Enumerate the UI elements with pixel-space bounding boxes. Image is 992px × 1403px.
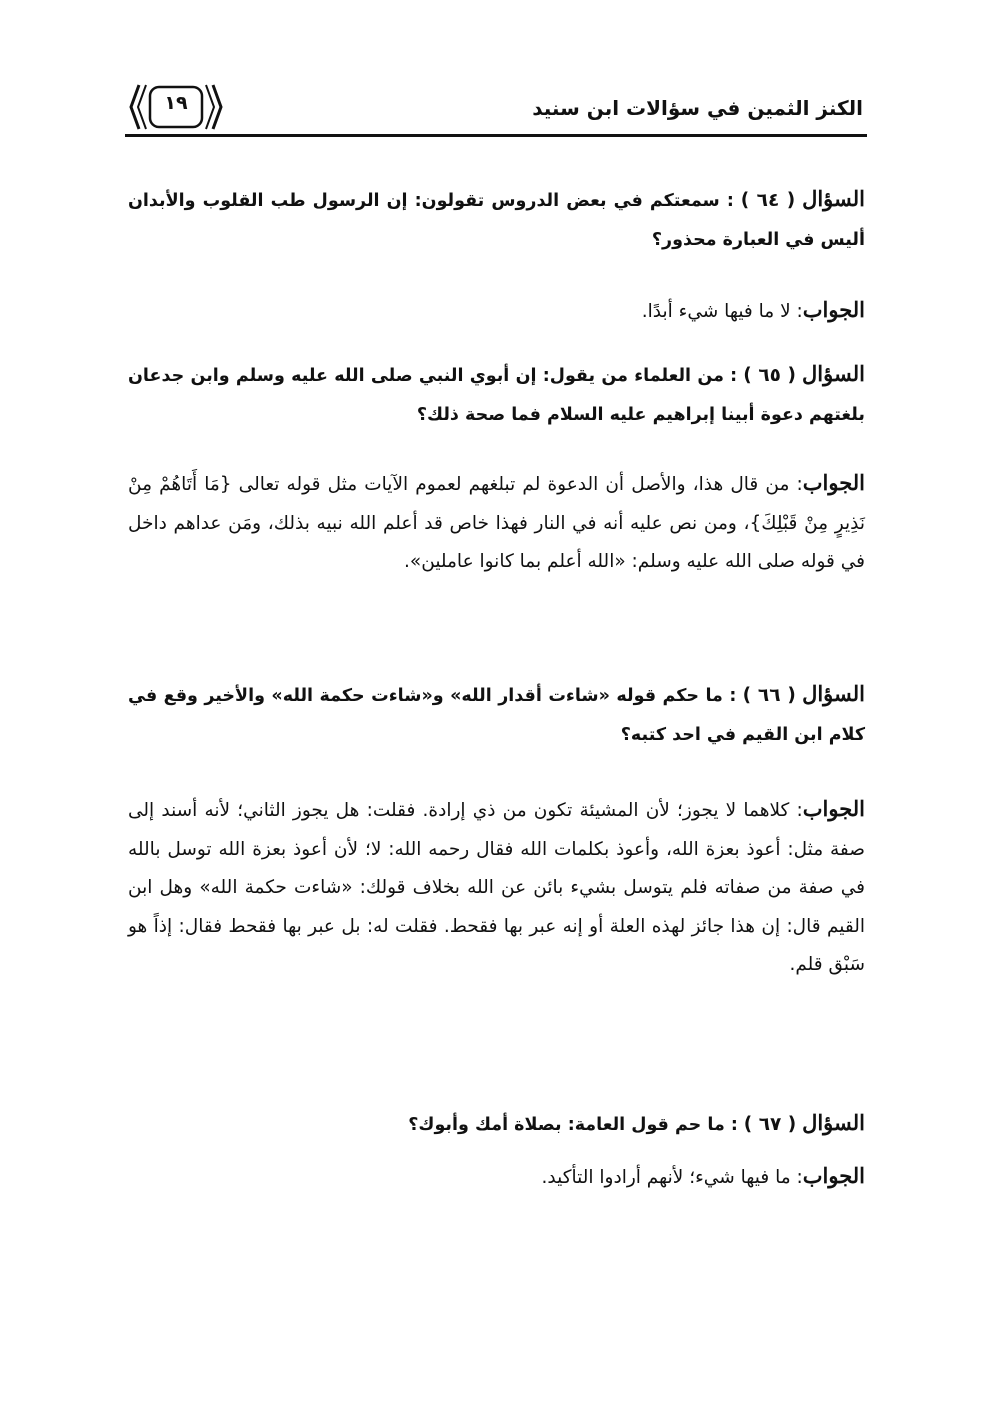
question-number: ( ٦٦ ) [742, 685, 796, 706]
answer-66 [128, 790, 865, 985]
question-text: : ما حكم قوله «شاءت أقدار الله» و«شاءت حكمة الله» والأخير وقع في كلام ابن القيم في احد كتبه؟ [128, 686, 865, 745]
answer-text: : لا ما فيها شيء أبدًا. [641, 301, 803, 322]
answer-label: الجواب [802, 1163, 865, 1188]
answer-text: : كلاهما لا يجوز؛ لأن المشيئة تكون من ذي إرادة. فقلت: هل يجوز الثاني؛ لأنه أسند إلى صفة مثل: أعوذ بعزة الله، وأعوذ بكلمات الله فقال رحمه الله: لا؛ لأن أعوذ بعزة الله توسل بالله في صفة من صفاته فلم يتوسل بشيء بائن عن الله بخلاف قولك: «شاءت حكمة الله» وهل ابن القيم قال: إن هذا جائز لهذه العلة أو إنه عبر بها فقحط. فقلت له: بل عبر بها فقحط فقال: إذاً هو سَبْق قلم. [128, 800, 865, 975]
book-title: الكنز الثمين في سؤالات ابن سنيد [532, 96, 863, 120]
page-number: ١٩ [164, 92, 188, 114]
question-label: السؤال [802, 186, 865, 211]
question-number: ( ٦٥ ) [743, 365, 796, 386]
question-66 [128, 675, 865, 754]
question-65 [128, 355, 865, 434]
question-text: : سمعتكم في بعض الدروس تقولون: إن الرسول طب القلوب والأبدان أليس في العبارة محذور؟ [128, 191, 865, 250]
question-label: السؤال [802, 681, 865, 706]
answer-65 [128, 464, 865, 582]
answer-67 [128, 1157, 865, 1198]
header-divider [125, 134, 867, 137]
answer-label: الجواب [802, 470, 865, 495]
question-67 [128, 1104, 865, 1145]
answer-text: : ما فيها شيء؛ لأنهم أرادوا التأكيد. [541, 1167, 803, 1188]
question-text: : ما حم قول العامة: بصلاة أمك وأبوك؟ [408, 1115, 738, 1135]
answer-text: : من قال هذا، والأصل أن الدعوة لم تبلغهم لعموم الآيات مثل قوله تعالى {مَا أَتَاهُمْ مِنْ نَذِيرٍ مِنْ قَبْلِكَ}، ومن نص عليه أنه في النار فهذا خاص قد أعلم الله نبيه بذلك، ومَن عداهم داخل في قوله صلى الله عليه وسلم: «الله أعلم بما كانوا عاملين». [128, 474, 865, 572]
answer-label: الجواب [802, 796, 865, 821]
question-label: السؤال [802, 1110, 865, 1135]
question-label: السؤال [802, 361, 865, 386]
page-header [125, 70, 867, 140]
question-64 [128, 180, 865, 259]
question-text: : من العلماء من يقول: إن أبوي النبي صلى الله عليه وسلم وابن جدعان بلغتهم دعوة أبينا إبراهيم عليه السلام فما صحة ذلك؟ [128, 366, 865, 425]
question-number: ( ٦٤ ) [740, 190, 796, 211]
question-number: ( ٦٧ ) [743, 1114, 797, 1135]
page-number-frame [129, 81, 223, 133]
answer-64 [128, 291, 865, 332]
answer-label: الجواب [802, 297, 865, 322]
